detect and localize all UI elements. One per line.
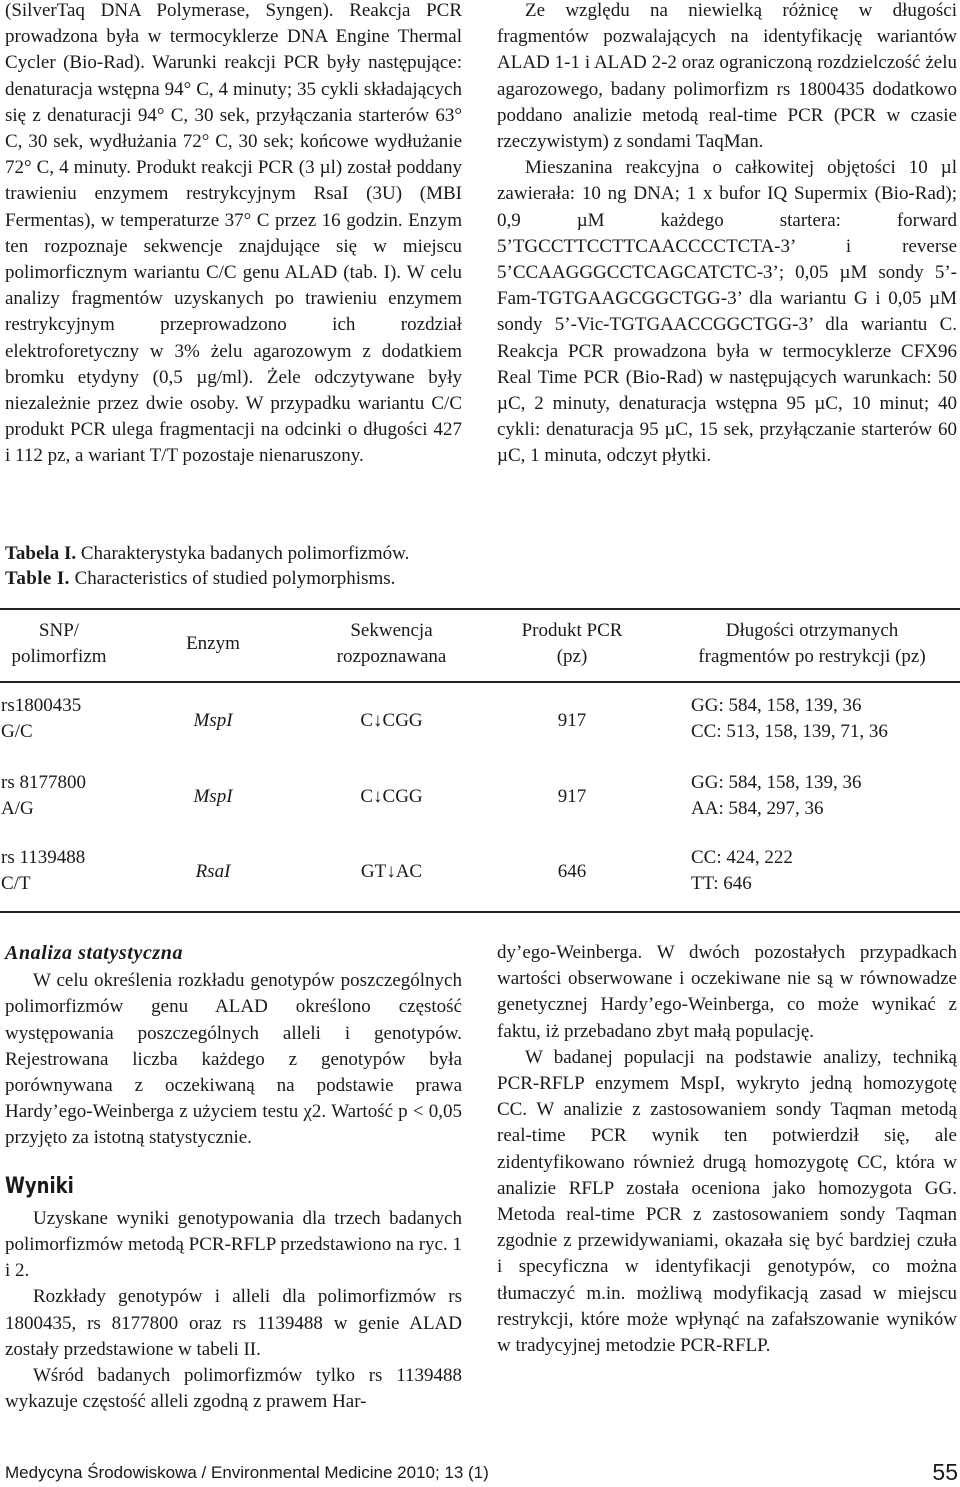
row2-enzyme: MspI: [193, 786, 233, 807]
paragraph-results-2: Rozkłady genotypów i alleli dla polimorfizmów rs 1800435, rs 8177800 oraz rs 1139488 w genie ALAD zostały przedstawione w tabeli II.: [5, 1286, 462, 1360]
row1-fragments: GG: 584, 158, 139, 36 CC: 513, 158, 139, 71, 36: [691, 695, 888, 742]
column-left-top: [5, 0, 462, 470]
table-caption: [5, 541, 409, 591]
header-fragment-lengths: Długości otrzymanych fragmentów po restrykcji (pz): [698, 620, 926, 667]
row3-sequence: GT↓AC: [360, 861, 423, 882]
column-right-bottom: [497, 940, 957, 1359]
table-header-rule: [0, 681, 960, 683]
row1-enzyme: MspI: [193, 710, 233, 731]
heading-statistical-analysis: Analiza statystyczna: [5, 942, 184, 964]
paragraph-statistics: W celu określenia rozkładu genotypów poszczególnych polimorfizmów genu ALAD określono częstość występowania poszczególnych alleli i genotypów. Rejestrowana liczba każdego z genotypów była porównywana z oczekiwaną na podstawie prawa Hardy’ego-Weinberga z użyciem testu χ2. Wartość p < 0,05 przyjęto za istotną statystycznie.: [5, 970, 462, 1149]
caption-english: [5, 566, 409, 591]
row1-snp: rs1800435 G/C: [1, 695, 82, 742]
row2-product: 917: [557, 786, 587, 807]
paragraph-hardy-weinberg: dy’ego-Weinberga. W dwóch pozostałych przypadkach wartości obserwowane i oczekiwane nie są w równowadze genetycznej Hardy’ego-Weinberga, co może wynikać z faktu, iż przebadano zbyt małą populację.: [497, 942, 957, 1042]
paragraph-reaction-mix: Mieszanina reakcyjna o całkowitej objętości 10 µl zawierała: 10 ng DNA; 1 x bufor IQ Supermix (Bio-Rad); 0,9 µM każdego startera: forward 5’TGCCTTCCTTCAACCCCTCTA-3’ i reverse 5’CCAAGGGCCTCAGCATCTC-3’; 0,05 µM sondy 5’-Fam-TGTGAAGCGGCTGG-3’ dla wariantu G i 0,05 µM sondy 5’-Vic-TGTGAACCGGCTGG-3’ dla wariantu C. Reakcja PCR prowadzona była w termocyklerze CFX96 Real Time PCR (Bio-Rad) w następujących warunkach: 50 µC, 2 minuty, denaturacja wstępna 95 µC, 10 minut; 40 cykli: denaturacja 95 µC, 15 sek, przyłączanie starterów 60 µC, 1 minuta, odczyt płytki.: [497, 157, 957, 467]
header-enzyme: Enzym: [186, 633, 240, 654]
caption-pl-text: Charakterystyka badanych polimorfizmów.: [80, 543, 410, 564]
paragraph-methods-pcr: (SilverTaq DNA Polymerase, Syngen). Reakcja PCR prowadzona była w termocyklerze DNA Engine Thermal Cycler (Bio-Rad). Warunki reakcji PCR były następujące: denaturacja wstępna 94° C, 4 minuty; 35 cykli składających się z denaturacji 94° C, 30 sek, przyłączania starterów 63° C, 30 sek, wydłużania 72° C, 30 sek; końcowe wydłużanie 72° C, 4 minuty. Produkt reakcji PCR (3 µl) został poddany trawieniu enzymem restrykcyjnym RsaI (3U) (MBI Fermentas), w temperaturze 37° C przez 16 godzin. Enzym ten rozpoznaje sekwencje znajdujące się w miejscu polimorficznym wariantu C/C genu ALAD (tab. I). W celu analizy fragmentów uzyskanych po trawieniu enzymem restrykcyjnym przeprowadzono ich rozdział elektroforetyczny w 3% żelu agarozowym z dodatkiem bromku etydyny (0,5 µg/ml). Żele odczytywane były niezależnie przez dwie osoby. W przypadku wariantu C/C produkt PCR ulega fragmentacji na odcinki o długości 427 i 112 pz, a wariant T/T pozostaje nienaruszony.: [5, 0, 462, 467]
row2-sequence: C↓CGG: [360, 786, 423, 807]
header-sequence: Sekwencja rozpoznawana: [336, 620, 447, 667]
page-footer: [5, 1461, 960, 1487]
paragraph-realtime-intro: Ze względu na niewielką różnicę w długości fragmentów pozwalających na identyfikację wariantów ALAD 1-1 i ALAD 2-2 oraz ograniczoną rozdzielczość żelu agarozowego, badany polimorfizm rs 1800435 dodatkowo poddano analizie metodą real-time PCR (PCR w czasie rzeczywistym) z sondami TaqMan.: [497, 0, 957, 153]
page-number: 55: [932, 1459, 958, 1485]
caption-polish: [5, 541, 409, 566]
paragraph-results-3: Wśród badanych polimorfizmów tylko rs 1139488 wykazuje częstość alleli zgodną z prawem Har-: [5, 1365, 462, 1413]
row3-snp: rs 1139488 C/T: [1, 847, 86, 894]
caption-en-label: Table I.: [5, 568, 70, 589]
header-snp: SNP/ polimorfizm: [11, 620, 107, 667]
caption-en-text: Characteristics of studied polymorphisms.: [74, 568, 396, 589]
paragraph-method-comparison: W badanej populacji na podstawie analizy, techniką PCR-RFLP enzymem MspI, wykryto jedną homozygotę CC. W analizie z zastosowaniem sondy Taqman metodą real-time PCR wynik ten potwierdził się, ale zidentyfikowano również drugą homozygotę CC, która w analizie RFLP została oceniona jako homozygota GG. Metoda real-time PCR z zastosowaniem sondy Taqman zgodnie z przewidywaniami, okazała się być bardziej czuła i specyficzna w identyfikacji genotypów, co można tłumaczyć m.in. możliwą modyfikacją zasad w miejscu restrykcji, które może wpłynąć na zafałszowanie wyników w tradycyjnej metodzie PCR-RFLP.: [497, 1046, 957, 1357]
journal-citation: Medycyna Środowiskowa / Environmental Medicine 2010; 13 (1): [5, 1463, 489, 1482]
row3-product: 646: [557, 861, 587, 882]
row2-snp: rs 8177800 A/G: [1, 772, 86, 819]
table-top-rule: [0, 608, 960, 610]
row1-sequence: C↓CGG: [360, 710, 423, 731]
row3-enzyme: RsaI: [195, 861, 231, 882]
heading-results: Wyniki: [5, 1173, 74, 1199]
row1-product: 917: [557, 710, 587, 731]
column-right-top: [497, 0, 957, 470]
column-left-bottom: [5, 940, 462, 1415]
header-pcr-product: Produkt PCR (pz): [521, 620, 623, 667]
paragraph-results-1: Uzyskane wyniki genotypowania dla trzech badanych polimorfizmów metodą PCR-RFLP przedstawiono na ryc. 1 i 2.: [5, 1207, 462, 1282]
table-bottom-rule: [0, 911, 960, 913]
row3-fragments: CC: 424, 222 TT: 646: [691, 847, 793, 894]
caption-pl-label: Tabela I.: [5, 543, 77, 564]
row2-fragments: GG: 584, 158, 139, 36 AA: 584, 297, 36: [691, 772, 862, 819]
